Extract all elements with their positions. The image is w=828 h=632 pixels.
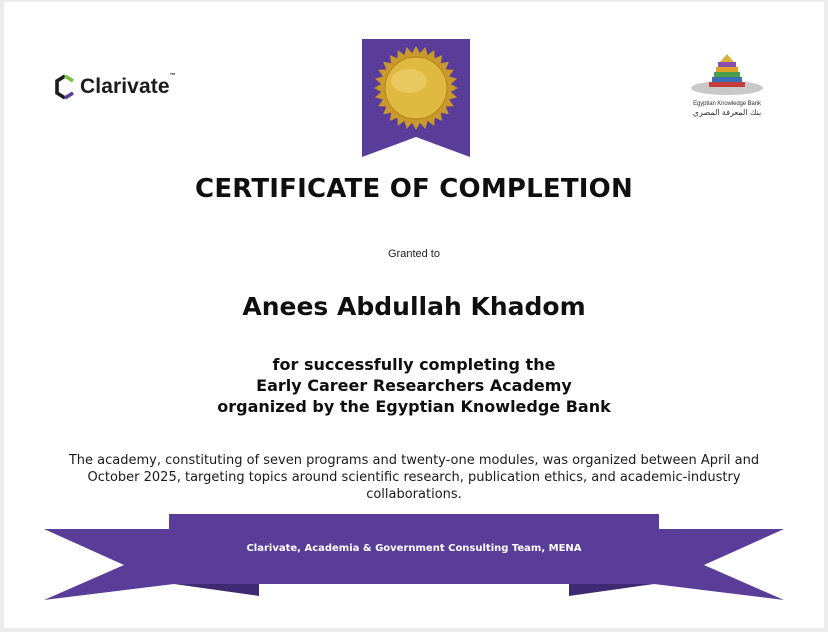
achievement-line-1: for successfully completing the — [272, 355, 556, 374]
clarivate-logo — [54, 74, 176, 100]
achievement-line-3: organized by the Egyptian Knowledge Bank — [217, 397, 611, 416]
recipient-name: Anees Abdullah Khadom — [242, 292, 586, 321]
ribbon-right-tail — [654, 529, 784, 600]
ribbon-text: Clarivate, Academia & Government Consulting Team, MENA — [246, 543, 582, 554]
clarivate-wordmark: Clarivate™ — [80, 73, 176, 98]
ekb-name-en: Egyptian Knowledge Bank — [693, 101, 761, 107]
clarivate-mark-icon — [54, 74, 76, 100]
ekb-logo — [686, 52, 768, 117]
ekb-books-icon — [689, 52, 765, 96]
ribbon-left-tail — [44, 529, 174, 600]
bottom-ribbon-banner — [44, 510, 784, 602]
achievement-line-2: Early Career Researchers Academy — [256, 376, 572, 395]
achievement-statement — [4, 354, 824, 417]
academy-description: The academy, constituting of seven programs and twenty-one modules, was organized between April and October 2025, targeting topics around scientific research, publication ethics, and academic-industry collaborations. — [68, 453, 760, 502]
granted-label: Granted to — [388, 248, 440, 260]
ekb-name-ar: بنك المعرفة المصري — [692, 108, 762, 117]
certificate-sheet — [4, 2, 824, 628]
gold-seal-ribbon — [362, 39, 470, 159]
certificate-title: CERTIFICATE OF COMPLETION — [195, 174, 633, 204]
